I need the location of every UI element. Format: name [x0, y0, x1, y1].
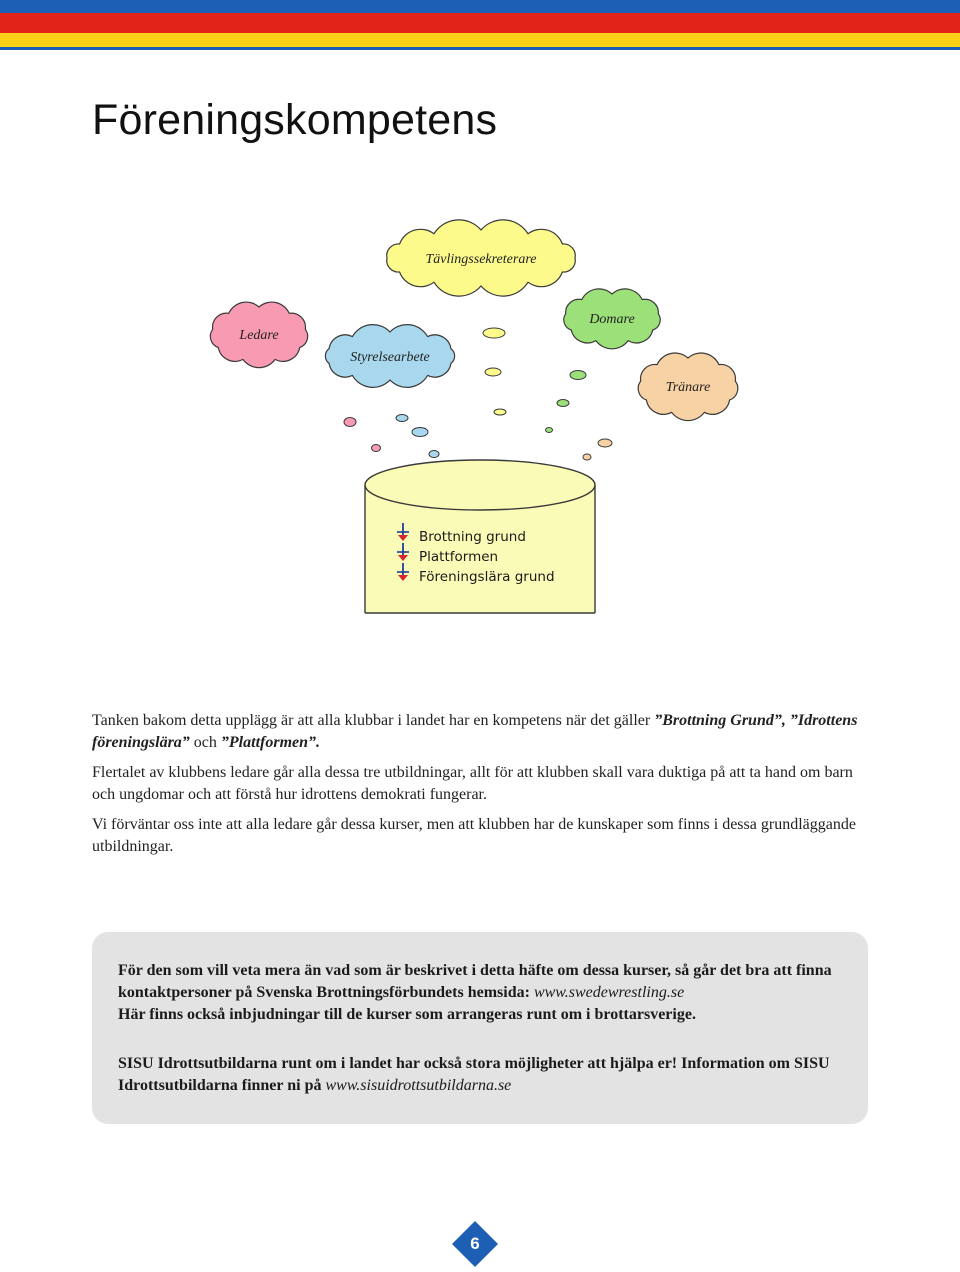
top-stripe-red: [0, 13, 960, 33]
cylinder-item-label: Föreningslära grund: [419, 569, 555, 585]
thought-bubble: [412, 428, 428, 437]
cloud-ledare-label: Ledare: [239, 328, 279, 343]
leaders-paragraph: Flertalet av klubbens ledare går alla dessa tre utbildningar, allt för att klubben skall vara duktiga på att ta hand om barn och ungdomar och att förstå hur idrottens demokrati fungerar.: [92, 764, 853, 803]
thought-bubble: [396, 415, 408, 422]
thought-bubble: [494, 409, 506, 415]
cloud-tranare: [638, 353, 738, 421]
intro-paragraph: [92, 710, 872, 754]
cloud-tranare-label: Tränare: [665, 380, 711, 395]
thought-bubble: [429, 451, 439, 458]
cylinder-item-label: Brottning grund: [419, 529, 526, 545]
expectation-paragraph: Vi förväntar oss inte att alla ledare går dessa kurser, men att klubben har de kunskaper som finns i dessa grundläggande utbildningar.: [92, 816, 856, 855]
page-number: 6: [470, 1234, 480, 1253]
competence-diagram: [0, 200, 960, 640]
thought-bubble: [546, 428, 553, 433]
thought-bubble: [557, 400, 569, 407]
page-number-badge: [452, 1221, 498, 1267]
info-text-invitations: Här finns också inbjudningar till de kurser som arrangeras runt om i brottarsverige.: [118, 1006, 696, 1023]
page-title: Föreningskompetens: [92, 96, 498, 144]
info-paragraph-sisu: [118, 1053, 848, 1097]
link-sisu[interactable]: www.sisuidrottsutbildarna.se: [325, 1077, 512, 1094]
info-paragraph-federation: [118, 960, 848, 1026]
cylinder-top: [365, 460, 595, 510]
intro-text-start: Tanken bakom detta upplägg är att alla klubbar i landet har en kompetens när det gäller: [92, 712, 655, 729]
knowledge-cylinder: [365, 460, 595, 613]
thought-bubble: [483, 328, 505, 338]
intro-text-and: och: [189, 734, 221, 751]
thought-bubble: [598, 439, 612, 447]
thought-bubble: [344, 418, 356, 427]
top-stripe-blue-thin: [0, 47, 960, 50]
cloud-tavlingssekreterare-label: Tävlingssekreterare: [425, 252, 537, 267]
link-swedewrestling[interactable]: www.swedewrestling.se: [533, 984, 685, 1001]
cloud-styrelsearbete: [325, 325, 454, 388]
cloud-domare: [564, 289, 660, 349]
info-text-sisu: SISU Idrottsutbildarna runt om i landet har också stora möjligheter att hjälpa er! Information om SISU Idrottsutbildarna finner ni på: [118, 1055, 830, 1094]
top-stripe-blue: [0, 0, 960, 13]
cloud-styrelsearbete-label: Styrelsearbete: [350, 350, 430, 365]
thought-bubble: [372, 445, 381, 452]
info-box: [92, 932, 868, 1124]
course-name-platform: ”Plattformen”.: [220, 734, 321, 751]
thought-bubble: [570, 371, 586, 380]
top-stripe-yellow: [0, 33, 960, 47]
cloud-tavlingssekreterare: [387, 220, 575, 296]
info-text-federation: För den som vill veta mera än vad som är beskrivet i detta häfte om dessa kurser, så går det bra att finna kontaktpersoner på Svenska Brottningsförbundets hemsida:: [118, 962, 832, 1001]
thought-bubble: [485, 368, 501, 376]
cloud-domare-label: Domare: [589, 312, 635, 327]
cloud-ledare: [210, 302, 307, 368]
cylinder-item-label: Plattformen: [419, 549, 499, 565]
thought-bubble: [583, 454, 591, 460]
course-names: ”Brottning Grund”, ”Idrottens föreningslära”: [92, 712, 858, 751]
